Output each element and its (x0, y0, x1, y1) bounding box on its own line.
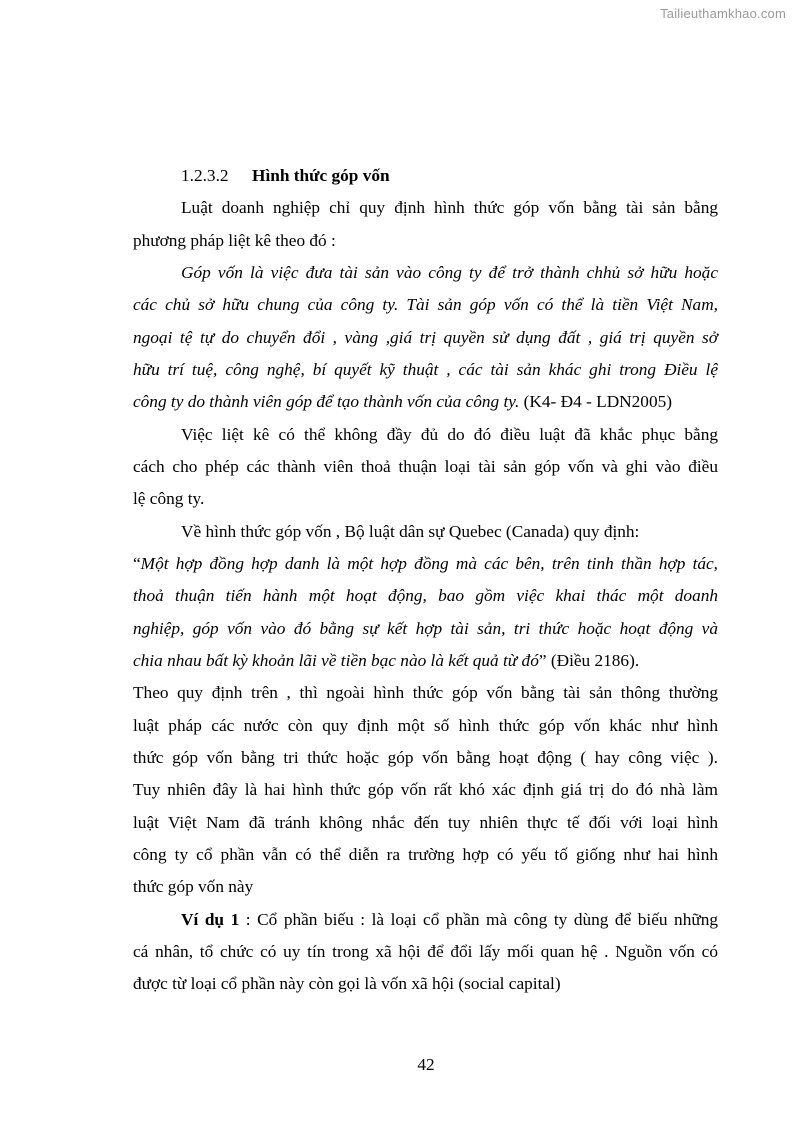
quote-text: Một hợp đồng hợp danh là một hợp đồng mà các bên, trên tinh thần hợp tác, (140, 554, 718, 573)
quote-line: các chủ sở hữu chung của công ty. Tài sản góp vốn có thể là tiền Việt Nam, (133, 295, 718, 314)
paragraph-line: luật Việt Nam đã tránh không nhắc đến tuy nhiên thực tế đối với loại hình (133, 813, 718, 832)
quote-line: thoả thuận tiến hành một hoạt động, bao gồm việc khai thác một doanh (133, 586, 718, 605)
section-title: Hình thức góp vốn (252, 166, 390, 185)
paragraph-line: Tuy nhiên đây là hai hình thức góp vốn rất khó xác định giá trị do đó nhà làm (133, 780, 718, 799)
paragraph-line: Theo quy định trên , thì ngoài hình thức góp vốn bằng tài sản thông thường (133, 683, 718, 702)
paragraph-line: công ty cổ phần vẫn có thể diễn ra trường hợp có yếu tố giống như hai hình (133, 845, 718, 864)
paragraph-line: luật pháp các nước còn quy định một số hình thức góp vốn khác như hình (133, 716, 718, 735)
legal-reference: (K4- Đ4 - LDN2005) (519, 392, 672, 411)
quote-text: chia nhau bất kỳ khoản lãi về tiền bạc nào là kết quả từ đó (133, 651, 539, 670)
paragraph-line: thức góp vốn bằng tri thức hoặc góp vốn bằng hoạt động ( hay công việc ). (133, 748, 718, 767)
quote-line-with-reference (133, 392, 672, 412)
paragraph-line: phương pháp liệt kê theo đó : (133, 231, 336, 250)
quote-line: ngoại tệ tự do chuyển đổi , vàng ,giá trị quyền sử dụng đất , giá trị quyền sở (133, 328, 718, 347)
quote-line: hữu trí tuệ, công nghệ, bí quyết kỹ thuật , các tài sản khác ghi trong Điều lệ (133, 360, 718, 379)
quote-text: công ty do thành viên góp để tạo thành vốn của công ty. (133, 392, 520, 411)
page-number: 42 (417, 1055, 435, 1074)
paragraph-line: cách cho phép các thành viên thoả thuận loại tài sản góp vốn và ghi vào điều (133, 457, 718, 476)
quote-line-with-reference (133, 651, 639, 671)
paragraph-line: cá nhân, tổ chức có uy tín trong xã hội để đổi lấy mối quan hệ . Nguồn vốn có (133, 942, 718, 961)
paragraph-line: lệ công ty. (133, 489, 205, 508)
quote-line: Góp vốn là việc đưa tài sản vào công ty để trở thành chhủ sở hữu hoặc (181, 263, 718, 282)
paragraph-line: Việc liệt kê có thể không đầy đủ do đó điều luật đã khắc phục bằng (181, 425, 718, 444)
legal-reference: ” (Điều 2186). (538, 651, 640, 670)
paragraph-line: được từ loại cổ phần này còn gọi là vốn xã hội (social capital) (133, 974, 561, 993)
quote-line (133, 554, 718, 574)
section-number: 1.2.3.2 (181, 166, 229, 185)
example-text: : Cổ phần biếu : là loại cổ phần mà công ty dùng để biếu những (239, 910, 718, 929)
watermark: Tailieuthamkhao.com (660, 6, 786, 21)
example-line (181, 910, 718, 930)
open-quote-mark: “ (133, 554, 141, 573)
quote-line: nghiệp, góp vốn vào đó bằng sự kết hợp tài sản, tri thức hoặc hoạt động và (133, 619, 718, 638)
paragraph-line: thức góp vốn này (133, 877, 254, 896)
paragraph-line: Về hình thức góp vốn , Bộ luật dân sự Quebec (Canada) quy định: (181, 522, 640, 541)
paragraph-line: Luật doanh nghiệp chỉ quy định hình thức góp vốn bằng tài sản bằng (181, 198, 718, 217)
example-label: Ví dụ 1 (181, 910, 240, 929)
